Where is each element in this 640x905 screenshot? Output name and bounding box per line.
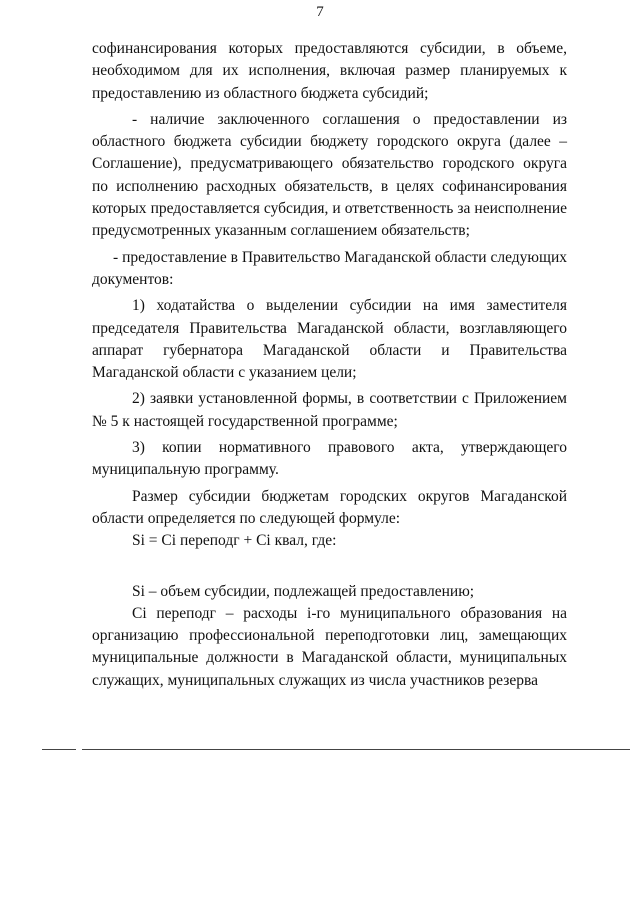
list-item-legal-act: 3) копии нормативного правового акта, утверждающего муниципальную программу. — [92, 439, 567, 479]
paragraph-cofinancing: софинансирования которых предоставляются субсидии, в объеме, необходимом для их исполнения, включая размер планируемых к предоставлению из областного бюджета субсидий; — [92, 40, 567, 102]
paragraph-ci-definition: Ci переподг – расходы i-го муниципального образования на организацию профессиональной переподготовки лиц, замещающих муниципальные должности в Магаданской области, муниципальных служащих, муниципальных служащих из числа участников резерва — [92, 604, 567, 689]
footer-divider — [42, 749, 76, 750]
paragraph-formula-intro: Размер субсидии бюджетам городских округов Магаданской области определяется по следующей формуле: — [92, 487, 567, 527]
document-body — [92, 38, 567, 692]
footer-divider — [82, 749, 630, 750]
paragraph-agreement: - наличие заключенного соглашения о предоставлении из областного бюджета субсидии бюджету городского округа (далее – Соглашение), предусматривающего обязательство городского округа по исполнению расходных обязательств, в целях софинансирования которых предоставляется субсидия, и ответственность за неисполнение предусмотренных указанным соглашением обязательств; — [92, 110, 567, 240]
formula: Si = Ci переподг + Ci квал, где: — [132, 532, 337, 550]
list-item-application: 2) заявки установленной формы, в соответствии с Приложением № 5 к настоящей государственной программе; — [92, 390, 567, 430]
paragraph-documents: - предоставление в Правительство Магаданской области следующих документов: — [92, 248, 567, 288]
paragraph-si-definition: Si – объем субсидии, подлежащей предоставлению; — [132, 582, 475, 600]
list-item-petition: 1) ходатайства о выделении субсидии на имя заместителя председателя Правительства Магаданской области, возглавляющего аппарат губернатора Магаданской области и Правительства Магаданской области с указанием цели; — [92, 297, 567, 382]
page-number: 7 — [316, 4, 324, 20]
